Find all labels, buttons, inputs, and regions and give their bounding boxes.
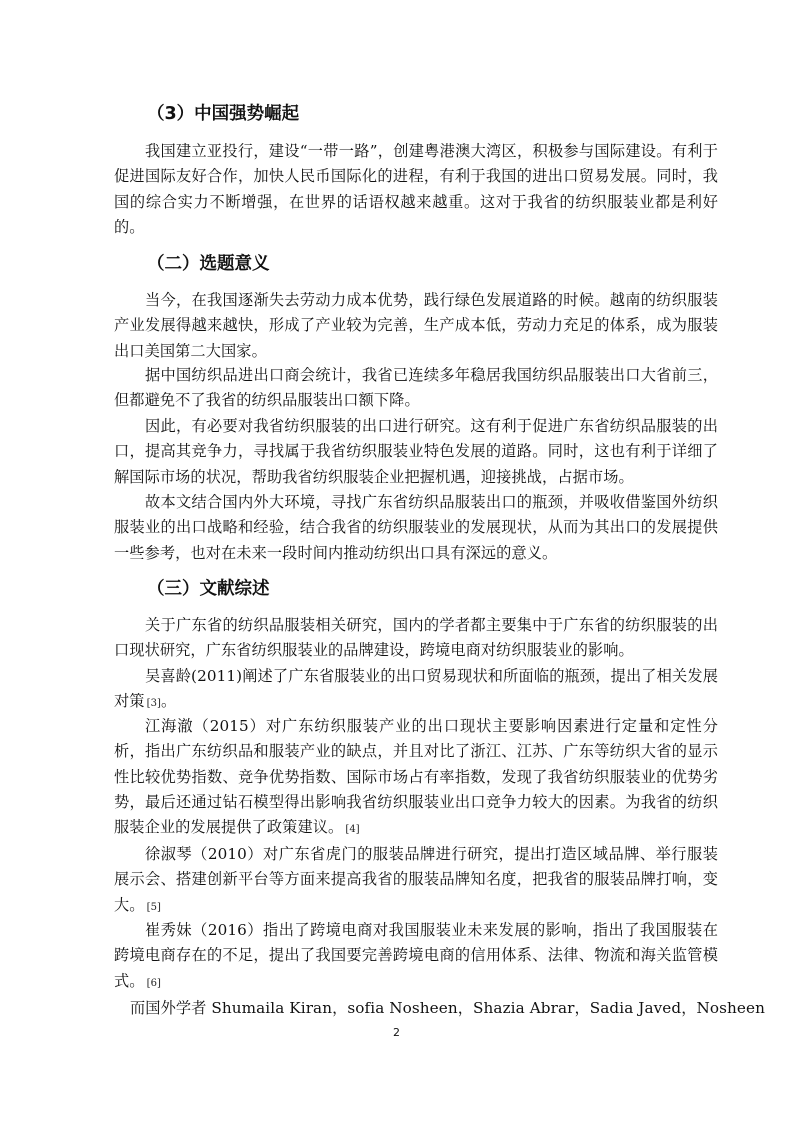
paragraph: 而国外学者 Shumaila Kiran，sofia Nosheen，Shazia Abrar，Sadia Javed，Nosheen xyxy=(130,999,765,1017)
paragraph-text: 徐淑琴（2010）对广东省虎门的服装品牌进行研究，提出打造区域品牌、举行服装展示会、搭建创新平台等方面来提高我省的服装品牌知名度，把我省的服装品牌打响，变大。 xyxy=(114,845,718,914)
paragraph-with-citation xyxy=(114,842,718,920)
paragraph: 当今，在我国逐渐失去劳动力成本优势，践行绿色发展道路的时候。越南的纺织服装产业发展得越来越快，形成了产业较为完善，生产成本低，劳动力充足的体系，成为服装出口美国第二大国家。 xyxy=(114,291,718,360)
paragraph-with-citation xyxy=(114,664,718,717)
citation-ref: [3] xyxy=(146,698,162,710)
paragraph: 我国建立亚投行，建设“一带一路”，创建粤港澳大湾区，积极参与国际建设。有利于促进国际友好合作，加快人民币国际化的进程，有利于我国的进出口贸易发展。同时，我国的综合实力不断增强，在世界的话语权越来越重。这对于我省的纺织服装业都是利好的。 xyxy=(114,142,718,236)
paragraph: 关于广东省的纺织品服装相关研究，国内的学者都主要集中于广东省的纺织服装的出口现状研究，广东省纺织服装业的品牌建设，跨境电商对纺织服装业的影响。 xyxy=(114,616,718,660)
paragraph-with-citation xyxy=(114,714,718,842)
paragraph: 故本文结合国内外大环境，寻找广东省纺织品服装出口的瓶颈，并吸收借鉴国外纺织服装业的出口战略和经验，结合我省的纺织服装业的发展现状，从而为其出口的发展提供一些参考，也对在未来一段时间内推动纺织出口具有深远的意义。 xyxy=(114,493,718,562)
paragraph: 因此，有必要对我省纺织服装的出口进行研究。这有利于促进广东省纺织品服装的出口，提高其竞争力，寻找属于我省纺织服装业特色发展的道路。同时，这也有利于详细了解国际市场的状况，帮助我省纺织服装企业把握机遇，迎接挑战，占据市场。 xyxy=(114,417,718,486)
paragraph-text: 吴喜龄(2011)阐述了广东省服装业的出口贸易现状和所面临的瓶颈，提出了相关发展对策 xyxy=(114,667,718,711)
paragraph-text: 江海澈（2015）对广东纺织服装产业的出口现状主要影响因素进行定量和定性分析，指出广东纺织品和服装产业的缺点，并且对比了浙江、江苏、广东等纺织大省的显示性比较优势指数、竞争优势指数、国际市场占有率指数，发现了我省纺织服装业的优势劣势，最后还通过钻石模型得出影响我省纺织服装业出口竞争力较大的因素。为我省的纺织服装企业的发展提供了政策建议。 xyxy=(114,717,718,837)
page-number: 2 xyxy=(393,1026,400,1039)
paragraph-text-tail: 。 xyxy=(161,692,177,711)
citation-ref: [6] xyxy=(146,977,162,989)
paragraph-with-citation xyxy=(114,918,718,996)
paragraph-text: 崔秀妹（2016）指出了跨境电商对我国服装业未来发展的影响，指出了我国服装在跨境电商存在的不足，提出了我国要完善跨境电商的信用体系、法律、物流和海关监管模式。 xyxy=(114,921,718,990)
citation-ref: [4] xyxy=(345,824,360,836)
section-heading-topic-significance: （二）选题意义 xyxy=(147,254,270,274)
citation-ref: [5] xyxy=(146,901,162,913)
paragraph: 据中国纺织品进出口商会统计，我省已连续多年稳居我国纺织品服装出口大省前三，但都避免不了我省的纺织品服装出口额下降。 xyxy=(114,366,718,410)
section-heading-china-rise: （3）中国强势崛起 xyxy=(147,104,300,124)
section-heading-literature-review: （三）文献综述 xyxy=(147,579,270,599)
